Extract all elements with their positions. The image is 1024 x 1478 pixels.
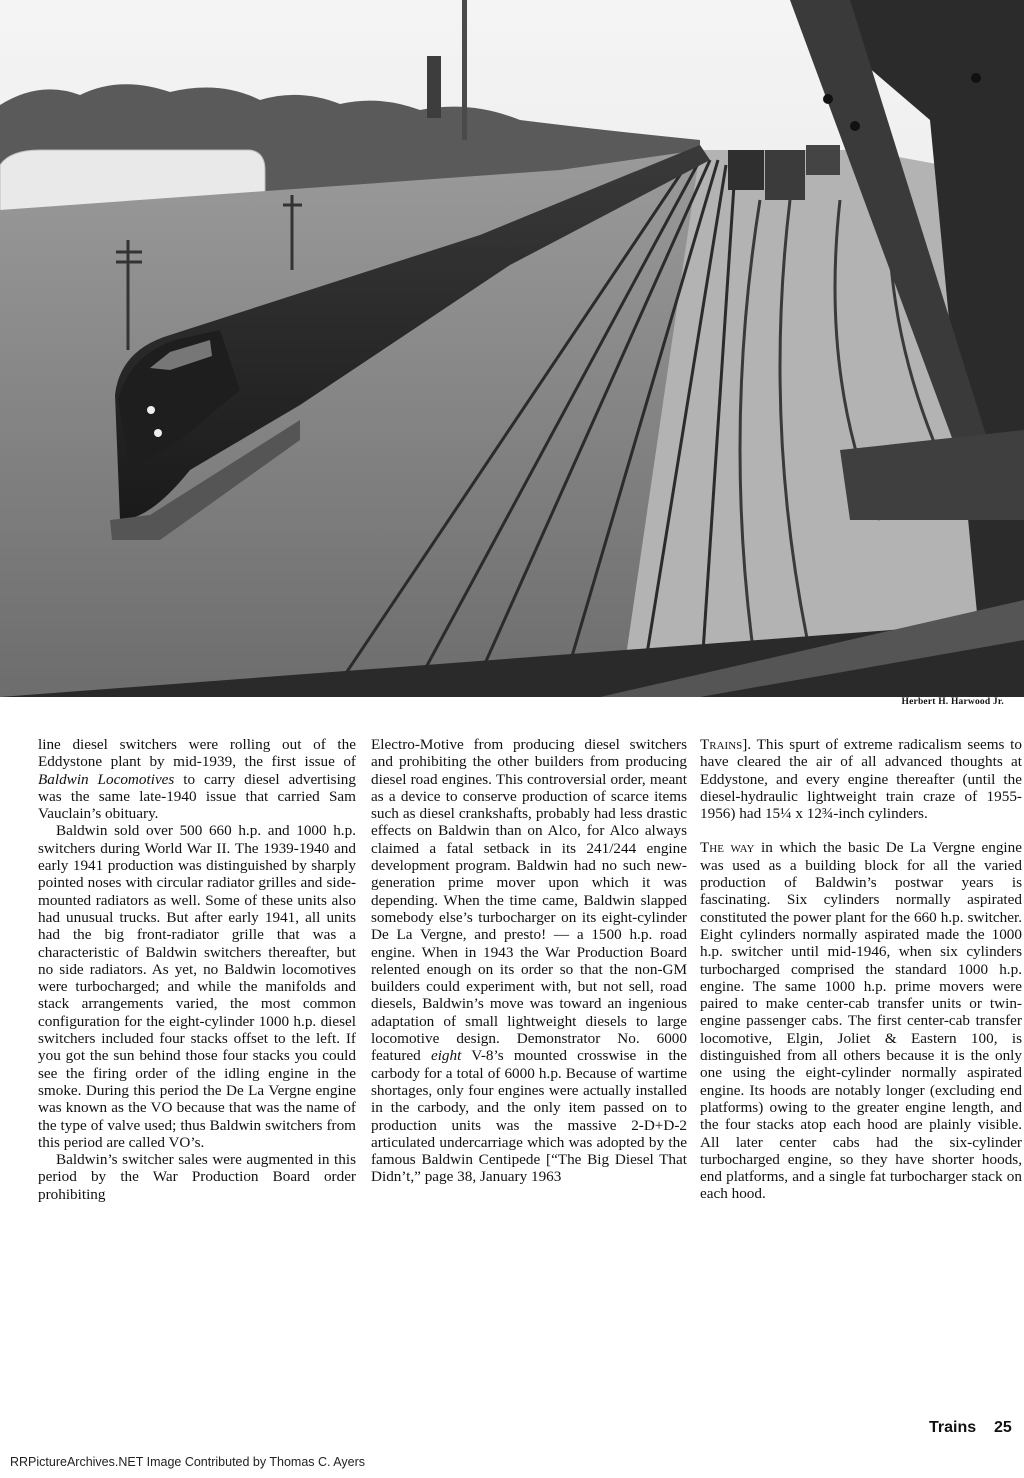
emphasis: eight bbox=[430, 1047, 462, 1065]
article-column-3 bbox=[700, 736, 1022, 1203]
paragraph: Baldwin sold over 500 660 h.p. and 1000 h.p. switchers during World War II. The 1939-1940 and early 1941 production was distinguished by sharply pointed noses with circular radiator grilles and side-mounted radiators as well. Some of these units also had unusual trucks. But after early 1941, all units had the big front-radiator grille that was a characteristic of Baldwin switchers thereafter, but no side radiators. As yet, no Baldwin locomotives were turbocharged; and while the manifolds and stack arrangements varied, the most common configuration for the eight-cylinder 1000 h.p. diesel switchers included four stacks offset to the left. If you got the sun behind those four stacks you could see the firing order of the idling engine in the smoke. During this period the De La Vergne engine was known as the VO because that was the name of the type of valve used; thus Baldwin switchers from this period are called VO’s. bbox=[38, 822, 356, 1151]
page-number: 25 bbox=[994, 1419, 1012, 1436]
paragraph: line diesel switchers were rolling out of the Eddystone plant by mid-1939, the first issue of Baldwin Locomotives to carry diesel advertising was the same late-1940 issue that carried Sam Vauclain’s obituary. bbox=[38, 736, 356, 823]
photo-credit: Herbert H. Harwood Jr. bbox=[901, 697, 1004, 707]
paragraph: Electro-Motive from producing diesel switchers and prohibiting the other builders from producing diesel road engines. This controversial order, meant as a device to conserve production of scarce items such as diesel crankshafts, probably had less drastic effects on Baldwin than on Alco, for Alco always claimed a fatal setback in its 241/244 engine development program. Baldwin had no such new-generation prime mover upon which it was depending. When the time came, Baldwin slapped somebody else’s turbocharger on its eight-cylinder De La Vergne, and presto! — a 1500 h.p. road engine. When in 1943 the War Production Board relented enough on its order so that the non-GM builders could experiment with, but not sell, road diesels, Baldwin’s move was toward an ingenious adaptation of small lightweight diesels to large locomotive design. Demonstrator No. 6000 featured eight V-8’s mounted crosswise in the carbody for a total of 6000 h.p. Because of wartime shortages, only four engines were actually installed in the carbody, and the only item passed on to production units was the massive 2-D+D-2 articulated undercarriage which was adopted by the famous Baldwin Centipede [“The Big Diesel That Didn’t,” page 38, January 1963 bbox=[371, 736, 687, 1186]
paragraph: Baldwin’s switcher sales were augmented in this period by the War Production Board order prohibiting bbox=[38, 1151, 356, 1203]
locomotive-photo bbox=[0, 0, 1024, 697]
publication-title: Baldwin Locomotives bbox=[38, 770, 175, 788]
article-column-2 bbox=[371, 736, 687, 1186]
archive-watermark: RRPictureArchives.NET Image Contributed by Thomas C. Ayers bbox=[10, 1455, 366, 1469]
magazine-reference: Trains bbox=[700, 736, 743, 753]
article-column-1 bbox=[38, 736, 356, 1203]
photo-illustration bbox=[0, 0, 1024, 697]
paragraph: Trains]. This spurt of extreme radicalism seems to have cleared the air of all advanced thoughts at Eddystone, and every engine thereafter (until the diesel-hydraulic lightweight train craze of 1955-1956) had 15¼ x 12¾-inch cylinders. bbox=[700, 736, 1022, 823]
magazine-name: Trains bbox=[929, 1419, 977, 1436]
lead-in: The way bbox=[700, 839, 755, 857]
paragraph: The way in which the basic De La Vergne engine was used as a building block for all the varied production of Baldwin’s postwar years is fascinating. Six cylinders normally aspirated constituted the power plant for the 660 h.p. switcher. Eight cylinders normally aspirated made the 1000 h.p. switcher until mid-1946, when six cylinders turbocharged comprised the standard 1000 h.p. engine. The same 1000 h.p. prime movers were paired to make center-cab transfer units or twin-engine passenger cabs. The first center-cab transfer locomotive, Elgin, Joliet & Eastern 100, is distinguished from all others because it is the only one using the eight-cylinder normally aspirated engine. Its hoods are notably longer (excluding end platforms) owing to the greater engine length, and the four stacks atop each hood are plainly visible. All later center cabs had the six-cylinder turbocharged engine, so they have shorter hoods, end platforms, and a single fat turbocharger stack on each hood. bbox=[700, 839, 1022, 1203]
